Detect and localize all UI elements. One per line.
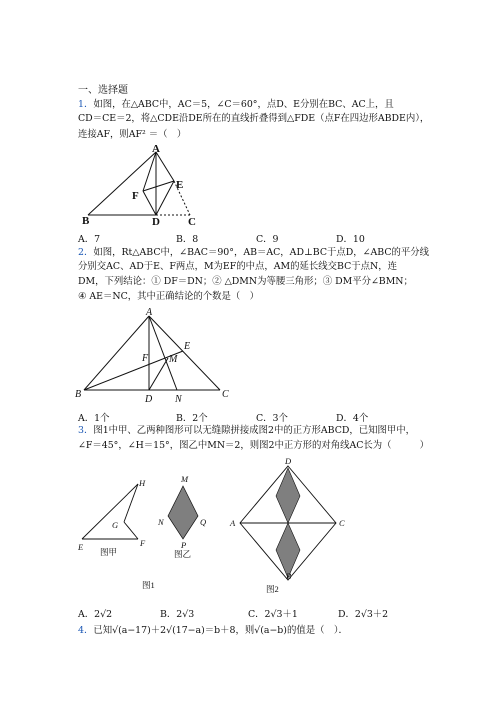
question-3-line2: ∠F＝45°，∠H＝15°，图乙中MN＝2，则图2中正方形的对角线AC长为（ ）: [78, 440, 430, 451]
caption-fig1: 图1: [142, 580, 155, 590]
q3-option-b[interactable]: B．2√3: [160, 609, 195, 620]
question-1-line1: [78, 98, 394, 111]
caption-jia: 图甲: [100, 547, 118, 557]
jia-edge-eh: [82, 484, 138, 539]
question-2-figure: [74, 304, 244, 406]
figure-jia: [82, 484, 138, 539]
caption-fig2: 图2: [266, 584, 279, 594]
label-h: H: [139, 478, 146, 488]
q3-option-c[interactable]: C．2√3＋1: [248, 609, 298, 620]
label-b: B: [82, 215, 90, 227]
section-title: 一、选择题: [78, 85, 128, 96]
question-2-line4: ④ AE＝NC，其中正确结论的个数是（ ）: [78, 291, 260, 302]
label-p: P: [181, 540, 187, 550]
label-c: C: [188, 216, 196, 227]
label-q: Q: [200, 517, 207, 527]
q3-option-a[interactable]: A．2√2: [78, 609, 113, 620]
q1-option-a[interactable]: A．7: [78, 234, 101, 245]
label-g: G: [112, 520, 119, 530]
question-2-line3: DM，下列结论：① DF＝DN；② △DMN为等腰三角形；③ DM平分∠BMN；: [78, 276, 413, 287]
label-a: A: [230, 518, 236, 528]
question-1-number: 1．: [78, 99, 94, 110]
label-d: D: [145, 394, 153, 405]
label-c: C: [339, 518, 345, 528]
label-m: M: [169, 354, 178, 365]
q2-option-d[interactable]: D．4个: [336, 413, 369, 424]
question-4-text: 已知√(a−17)＋2√(17−a)＝b＋8，则√(a−b)的值是（ ）．: [93, 625, 348, 636]
question-3-figure: [78, 456, 378, 596]
edge-ab: [84, 316, 149, 390]
label-c: C: [222, 389, 229, 400]
q1-option-b[interactable]: B．8: [176, 234, 199, 245]
question-3-number: 3．: [78, 425, 94, 436]
question-2-text: 如图，Rt△ABC中，∠BAC＝90°，AB＝AC，AD⊥BC于点D，∠ABC的平分线: [93, 247, 430, 258]
label-d: D: [285, 456, 292, 466]
question-4-number: 4．: [78, 625, 94, 636]
label-a: A: [152, 143, 160, 155]
caption-yi: 图乙: [174, 549, 192, 559]
segment-fd: [143, 191, 156, 215]
question-1-line2: CD＝CE＝2，将△CDE沿DE所在的直线折叠得到△FDE（点F在四边形ABDE内），: [78, 113, 430, 124]
label-n: N: [158, 517, 164, 527]
label-b: B: [75, 389, 82, 400]
q2-option-b[interactable]: B．2个: [176, 413, 208, 424]
label-e: E: [176, 179, 184, 191]
question-4-line1: [78, 624, 348, 637]
label-f: F: [142, 353, 149, 364]
question-1-text: 如图，在△ABC中，AC＝5，∠C＝60°，点D、E分别在BC、AC上，且: [93, 99, 394, 110]
jia-edge-fg: [124, 522, 138, 539]
label-m: M: [181, 474, 189, 484]
label-f: F: [140, 538, 146, 548]
question-1-figure: [82, 143, 202, 227]
q2-option-c[interactable]: C．3个: [256, 413, 288, 424]
q2-option-a[interactable]: A．1个: [78, 413, 110, 424]
question-2-line1: [78, 246, 429, 259]
label-e: E: [78, 542, 84, 552]
q1-option-c[interactable]: C．9: [256, 234, 279, 245]
question-1-line3: 连接AF，则AF² ＝（ ）: [78, 129, 187, 140]
question-3-line1: [78, 424, 415, 437]
label-a: A: [146, 307, 153, 318]
edge-ac: [149, 316, 220, 390]
question-2-number: 2．: [78, 247, 94, 258]
edge-ae: [156, 152, 174, 181]
segment-an: [149, 316, 177, 390]
label-b: B: [286, 571, 292, 581]
question-2-line2: 分别交AC、AD于E、F两点，M为EF的中点，AM的延长线交BC于点N，连: [78, 261, 397, 272]
q3-option-d[interactable]: D．2√3＋2: [338, 609, 389, 620]
label-d: D: [152, 216, 160, 227]
jia-edge-gh: [124, 484, 138, 522]
label-e: E: [184, 341, 191, 352]
figure-yi-shape: [168, 486, 198, 539]
q1-option-d[interactable]: D．10: [336, 234, 365, 245]
label-f: F: [132, 190, 139, 202]
label-n: N: [175, 394, 182, 405]
question-3-text: 图1中甲、乙两种图形可以无缝隙拼接成图2中的正方形ABCD，已知图甲中，: [93, 425, 416, 436]
